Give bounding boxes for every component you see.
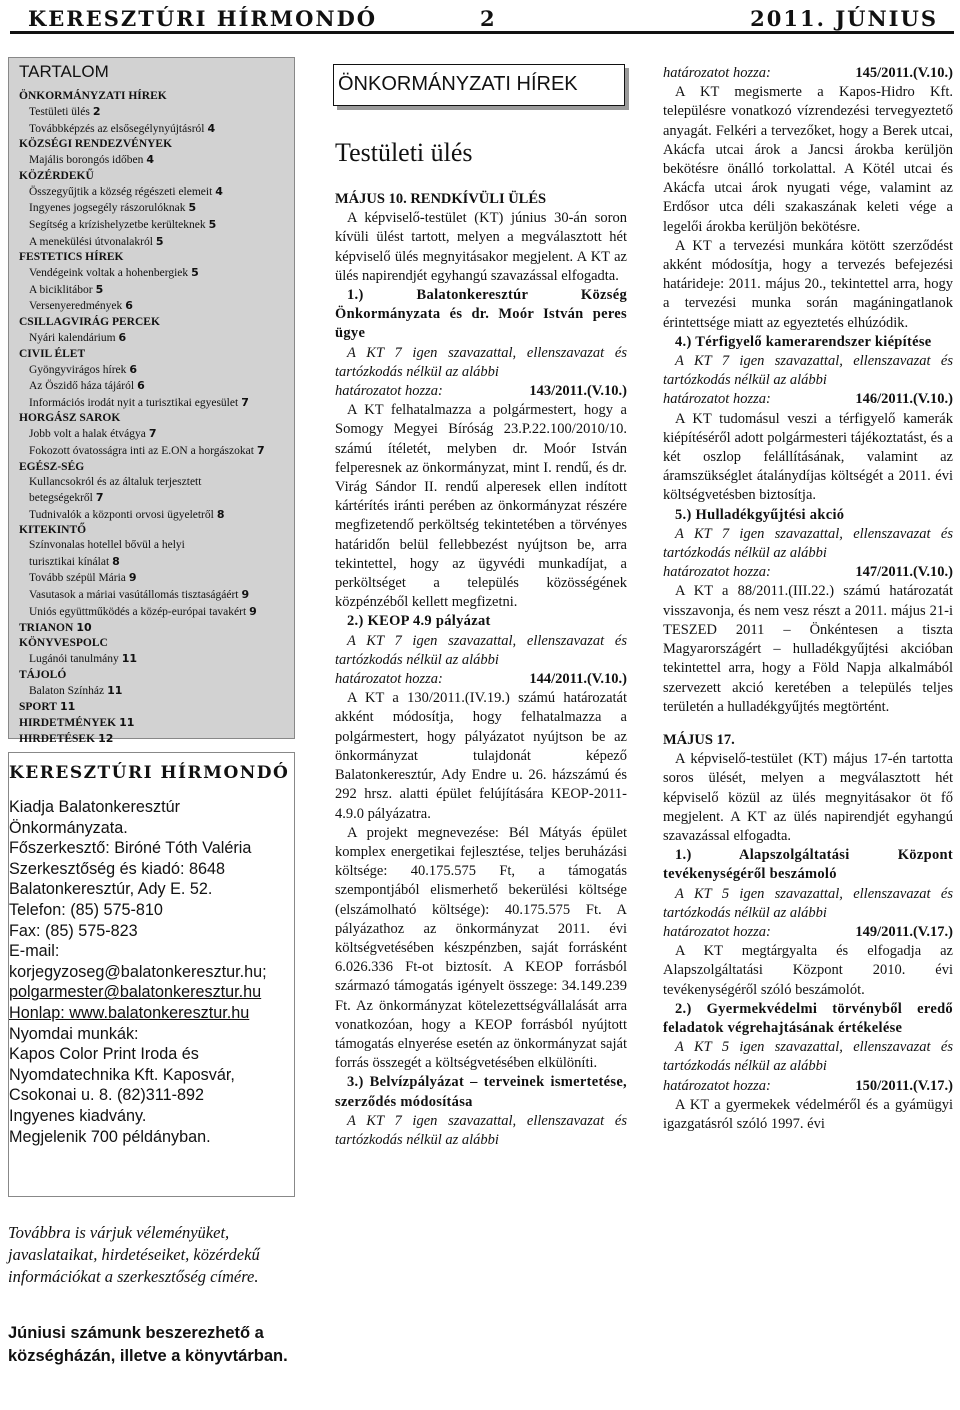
vote-statement: A KT 5 igen szavazattal, ellenszavazat és tartózkodás nélkül az alábbi	[663, 1039, 953, 1075]
vote-statement: A KT 7 igen szavazattal, ellenszavazat és tartózkodás nélkül az alábbi	[663, 353, 953, 389]
vote-statement: A KT 7 igen szavazattal, ellenszavazat és tartózkodás nélkül az alábbi	[663, 525, 953, 562]
toc-page-number: 5	[191, 266, 199, 280]
toc-entry-text: Tudnivalók a központi orvosi ügyeletről	[29, 508, 214, 521]
article-title: Testületi ülés	[335, 138, 473, 167]
toc-entry-text: KÖZÉRDEKŰ	[19, 169, 94, 182]
toc-entry-text: Lugánói tanulmány	[29, 653, 119, 666]
toc-entry	[19, 587, 284, 604]
toc-entry-text: Testületi ülés	[29, 106, 90, 118]
toc-entry-text: turisztikai kínálat	[29, 555, 110, 568]
toc-page-number: 7	[95, 491, 104, 505]
toc-section-heading	[19, 460, 284, 475]
masthead-title: KERESZTÚRI HÍRMONDÓ	[28, 6, 378, 31]
toc-page-number: 12	[98, 732, 114, 746]
agenda-item-heading: 1.) Alapszolgáltatási Központ tevékenységéről beszámoló	[663, 847, 953, 883]
impressum-line: Kiadja Balatonkeresztúr	[9, 798, 180, 816]
agenda-item-heading: 4.) Térfigyelő kamerarendszer kiépítése	[675, 333, 932, 350]
resolution-label: határozatot hozza:	[335, 383, 443, 400]
resolution-number-line	[663, 1077, 953, 1096]
toc-entry-text: Vasutasok a máriai vasútállomás tisztaságáért	[29, 589, 239, 602]
toc-entry-text: HORGÁSZ SAROK	[19, 412, 121, 425]
editor-note: Továbbra is várjuk véleményüket, javaslataikat, hirdetéseiket, közérdekű információkat a szerkesztőség címére.	[8, 1223, 260, 1286]
vote-statement: A KT 7 igen szavazattal, ellenszavazat és tartózkodás nélkül az alábbi	[335, 344, 627, 380]
resolution-number-line	[335, 382, 627, 401]
toc-entry	[19, 683, 284, 700]
impressum-line: Nyomdai munkák:	[9, 1024, 139, 1043]
impressum-line: Főszerkesztő: Biróné Tóth Valéria	[9, 839, 252, 858]
resolution-label: határozatot hozza:	[663, 923, 771, 940]
impressum-line: Megjelenik 700 példányban.	[9, 1127, 211, 1146]
toc-page-number: 9	[249, 604, 257, 618]
toc-entry	[19, 490, 284, 507]
toc-page-number: 11	[121, 652, 138, 666]
toc-page-number: 5	[95, 282, 104, 296]
impressum-line: Kapos Color Print Iroda és	[9, 1045, 199, 1064]
toc-entry	[19, 282, 284, 299]
toc-entry-text: Balaton Színház	[29, 684, 105, 697]
toc-page-number: 6	[137, 379, 145, 393]
toc-entry-text: Kullancsokról és az általuk terjesztett	[29, 475, 202, 488]
toc-entry	[19, 152, 284, 169]
toc-entry	[19, 362, 284, 379]
toc-section-heading	[19, 731, 284, 747]
toc-entry-text: HIRDETÉSEK	[19, 733, 96, 746]
toc-entry-text: Segítség a krízishelyzetbe kerülteknek	[29, 218, 206, 231]
article-column-right	[663, 64, 953, 1134]
resolution-label: határozatot hozza:	[663, 564, 771, 581]
toc-entry-text: TÁJOLÓ	[19, 668, 67, 681]
toc-entry	[19, 217, 284, 234]
impressum-line: Honlap: www.balatonkeresztur.hu	[9, 1003, 250, 1022]
article-paragraph: A KT megismerte a Kapos-Hidro Kft. településre vonatkozó vízrendezési tervegyeztető anyagát. Felkéri a tervezőket, hogy a Berek utcai, Akácfa utcai árok a Jancsi árokba kerüljön bekötésre önálló torkolattal. A Kötél utcai és Akácfa utcai árok nyugati vége, valamint az Erdősor utca déli szakaszának keleti vége a legelői árokba kerüljön bekötésre.	[663, 84, 953, 235]
toc-page-number: 7	[148, 427, 157, 441]
toc-entry-text: EGÉSZ-SÉG	[19, 460, 85, 473]
toc-entry	[19, 200, 284, 217]
toc-section-heading	[19, 89, 284, 104]
toc-page-number: 10	[76, 621, 92, 635]
toc-page-number: 5	[188, 201, 197, 215]
toc-page-number: 6	[129, 362, 138, 376]
resolution-number: 145/2011.(V.10.)	[855, 65, 953, 81]
toc-entry	[19, 265, 284, 282]
toc-section-heading	[19, 250, 284, 265]
toc-page-number: 11	[107, 683, 123, 697]
impressum-title: KERESZTÚRI HÍRMONDÓ	[9, 763, 290, 783]
toc-entry	[19, 234, 284, 251]
toc-entry-text: HIRDETMÉNYEK	[19, 717, 117, 730]
article-paragraph: A KT a 88/2011.(III.22.) számú határozatát visszavonja, és nem vesz részt a 2011. május 21-i TESZED 2011 – Önkéntesen a tiszta Magyarországért – hulladékgyűjtési akcióban tekintettel arra, hogy a Föld Napja alkalmából szervezett akció keretében a település teljes területén a hulladékgyűjtés megtörtént.	[663, 583, 953, 715]
article-paragraph: A projekt megnevezése: Bél Mátyás épület komplex energetikai fejlesztése, teljes beruházási költsége: 40.175.575 Ft, a támogatás szempontjából elismerhető bekerülési költsége (elszámolható költsége): 40.175.575 Ft. A pályázathoz az önkormányzat 2011. évi költségvetésében készpénzben, saját forrásként 6.026.336 Ft-ot biztosít. A KEOP forrásból származó támogatás igényelt összege: 34.149.239 Ft. Az önkormányzat kötelezettségvállalását arra vonatkozóan, hogy a KEOP forrásból nyújtott támogatás elnyerése esetén az önkormányzat saját forrás összegét a költségvetésében elkülöníti.	[335, 824, 627, 1072]
toc-entry-text: TRIANON	[19, 622, 74, 635]
resolution-label: határozatot hozza:	[663, 1077, 771, 1094]
toc-entry-text: Versenyeredmények	[29, 300, 123, 313]
impressum-line: Csokonai u. 8. (82)311-892	[9, 1086, 204, 1105]
toc-page-number: 5	[208, 217, 217, 231]
toc-page-number: 5	[155, 234, 164, 248]
article-paragraph: A képviselő-testület (KT) június 30-án soron kívüli ülést tartott, melyen a megválasztott hét képviselő ülés megnyitásakor megjelent. A KT az ülés napirendjét egyhangú szavazással elfogadta.	[335, 210, 627, 284]
toc-page-number: 11	[59, 700, 76, 714]
toc-entry-text: CIVIL ÉLET	[19, 347, 86, 360]
agenda-item-heading: 2.) Gyermekvédelmi törvényből eredő feladatok végrehajtásának értékelése	[663, 1000, 953, 1036]
resolution-number: 143/2011.(V.10.)	[529, 383, 627, 400]
toc-entry-text: Összegyűjtik a község régészeti elemeit	[29, 185, 213, 198]
table-of-contents	[8, 57, 295, 746]
toc-entry-text: FESTETICS HÍREK	[19, 251, 124, 264]
toc-entry-text: KÖZSÉGI RENDEZVÉNYEK	[19, 138, 173, 151]
impressum-line: Nyomdatechnika Kft. Kaposvár,	[9, 1065, 235, 1084]
vote-statement: A KT 5 igen szavazattal, ellenszavazat és tartózkodás nélkül az alábbi	[663, 885, 953, 921]
toc-entry-text: CSILLAGVIRÁG PERCEK	[19, 315, 160, 328]
resolution-label: határozatot hozza:	[663, 65, 771, 81]
article-paragraph: A KT a 130/2011.(IV.19.) számú határozatát akként módosítja, hogy felhatalmazza a polgármestert, hogy pályázatot nyújtson be az önkormányzat tulajdonát képező Balatonkeresztúr, Ady Endre u. 26. házszámú és 292 hrsz. alatti épület felújítására KEOP-2011-4.9.0 pályázatra.	[335, 690, 627, 822]
session-heading: MÁJUS 10. RENDKÍVÜLI ÜLÉS	[335, 191, 547, 207]
article-paragraph: A KT a gyermekek védelméről és a gyámügyi igazgatásról szóló 1997. évi	[663, 1096, 953, 1132]
toc-page-number: 9	[128, 571, 137, 585]
resolution-number-line	[663, 563, 953, 582]
article-paragraph: A KT megtárgyalta és elfogadja az Alapszolgáltatási Központ 2010. évi tevékenységéről szóló beszámolót.	[663, 943, 953, 998]
vote-statement: A KT 7 igen szavazattal, ellenszavazat és tartózkodás nélkül az alábbi	[335, 1112, 627, 1148]
resolution-label: határozatot hozza:	[335, 671, 443, 688]
session-heading: MÁJUS 17.	[663, 731, 735, 748]
toc-section-heading	[19, 620, 284, 636]
resolution-number-line	[663, 64, 953, 83]
resolution-number: 147/2011.(V.10.)	[855, 564, 953, 581]
toc-entry	[19, 475, 284, 491]
toc-entry-text: Jobb volt a halak étvágya	[29, 428, 146, 441]
toc-entry-text: KÖNYVESPOLC	[19, 637, 108, 650]
issue-date: 2011. JÚNIUS	[750, 6, 938, 31]
impressum-box	[8, 752, 295, 1197]
toc-section-heading	[19, 699, 284, 715]
june-issue-note: Júniusi számunk beszerezhető a községházán, illetve a könyvtárban.	[8, 1324, 288, 1365]
agenda-item-heading: 1.) Balatonkeresztúr Község Önkormányzata és dr. Moór István peres ügye	[335, 287, 627, 342]
toc-entry-text: Fokozott óvatosságra inti az E.ON a horgászokat	[29, 444, 254, 457]
toc-page-number: 8	[112, 554, 120, 568]
toc-entry-text: Színvonalas hotellel bővül a helyi	[29, 539, 185, 552]
resolution-label: határozatot hozza:	[663, 391, 771, 408]
toc-entry-text: betegségekről	[29, 492, 93, 505]
toc-page-number: 4	[215, 184, 223, 198]
resolution-number: 149/2011.(V.17.)	[855, 923, 953, 940]
toc-entry-text: Információs irodát nyit a turisztikai egyesület	[29, 396, 239, 409]
toc-page-number: 4	[146, 153, 155, 167]
toc-section-heading	[19, 668, 284, 683]
resolution-number-line	[663, 923, 953, 942]
toc-entry-text: Vendégeink voltak a hohenbergiek	[29, 267, 189, 280]
impressum-lines	[9, 797, 294, 1147]
resolution-number: 146/2011.(V.10.)	[855, 391, 953, 408]
toc-section-heading	[19, 137, 284, 152]
toc-page-number: 11	[119, 716, 135, 730]
toc-entry	[19, 298, 284, 315]
toc-page-number: 7	[256, 443, 265, 457]
toc-entry	[19, 330, 284, 347]
toc-entry	[19, 570, 284, 587]
toc-entry	[19, 538, 284, 554]
toc-entry-text: KITEKINTŐ	[19, 524, 87, 537]
article-paragraph: A képviselő-testület (KT) május 17-én tartotta soros ülését, melyen a megválasztott hét képviselő közül az ülés megnyitásakor öt fő megjelent. A KT az ülés napirendjét egyhangú szavazással elfogadta.	[663, 751, 953, 844]
impressum-line: Telefon: (85) 575-810	[9, 900, 163, 919]
toc-entry	[19, 604, 284, 621]
toc-entry	[19, 104, 284, 121]
impressum-line: Ingyenes kiadvány.	[9, 1106, 147, 1125]
impressum-line: polgarmester@balatonkeresztur.hu	[9, 983, 262, 1002]
section-heading: ÖNKORMÁNYZATI HÍREK	[333, 64, 625, 106]
article-paragraph: A KT felhatalmazza a polgármestert, hogy a Somogy Megyei Bíróság 23.P.22.100/2010/10. számú ítéletét, melyben dr. Moór István felperesnek az önkormányzat, mint I. rendű, és dr. Virág Sándor II. rendű alperesek ellen indított kártérítés iránti perében az önkormányzat részére megfizetendő perköltség tekintetében a törvényes határidőn belül fellebbezést nyújtson be, arra tekintettel, hogy az ügyvédi munkadíjat, a perköltséget a település közösségének közpénzéből kellett megfizetni.	[335, 402, 627, 611]
toc-entry-text: SPORT	[19, 701, 57, 714]
toc-entry-text: Nyári kalendárium	[29, 331, 116, 344]
toc-entry	[19, 554, 284, 571]
impressum-line: Önkormányzata.	[9, 818, 128, 837]
toc-entry	[19, 443, 284, 460]
toc-entry-text: ÖNKORMÁNYZATI HÍREK	[19, 90, 167, 102]
toc-section-heading	[19, 347, 284, 362]
article-paragraph: A KT tudomásul veszi a térfigyelő kamerák kiépítéséről adott polgármesteri tájékoztatást, és a két oszlop felállításának, valamint az áramszükséglet átalánydíjas költségét a 2011. évi költségvetésben biztosítja.	[663, 410, 953, 504]
toc-entry-text: Az Öszidő háza tájáról	[29, 380, 135, 393]
resolution-number: 150/2011.(V.17.)	[855, 1077, 953, 1094]
article-paragraph: A KT a tervezési munkára kötött szerződést akként módosítja, hogy a tervezés befejezési határideje: 2011. május 20., tekintettel arra, hogy a tervezési munka során magáningatlanok érintettsége miatt az egyeztetés elhúzódik.	[663, 237, 953, 331]
toc-entry	[19, 651, 284, 668]
toc-entry-text: Gyöngyvirágos hírek	[29, 363, 127, 376]
agenda-item-heading: 2.) KEOP 4.9 pályázat	[347, 613, 491, 630]
toc-section-heading	[19, 715, 284, 731]
toc-page-number: 7	[241, 395, 249, 409]
toc-list	[19, 89, 284, 747]
resolution-number: 144/2011.(V.10.)	[529, 671, 627, 688]
spacer	[663, 717, 953, 731]
vote-statement: A KT 7 igen szavazattal, ellenszavazat és tartózkodás nélkül az alábbi	[335, 632, 627, 668]
toc-entry	[19, 121, 284, 138]
impressum-line: Fax: (85) 575-823	[9, 921, 138, 940]
toc-section-heading	[19, 169, 284, 184]
toc-entry-text: Majális borongós időben	[29, 154, 144, 167]
impressum-line: Szerkesztőség és kiadó: 8648	[9, 859, 225, 878]
toc-title: TARTALOM	[19, 62, 109, 81]
toc-entry	[19, 426, 284, 443]
toc-entry-text: A biciklitábor	[29, 283, 93, 296]
toc-entry	[19, 395, 284, 412]
toc-entry	[19, 184, 284, 201]
toc-entry-text: Ingyenes jogsegély rászorulóknak	[29, 202, 186, 215]
toc-page-number: 2	[92, 105, 101, 118]
agenda-item-heading: 3.) Belvízpályázat – terveinek ismertetése, szerződés módosítása	[335, 1074, 627, 1110]
toc-page-number: 8	[216, 507, 225, 521]
resolution-number-line	[335, 670, 627, 689]
toc-entry	[19, 378, 284, 395]
toc-entry-text: Tovább szépül Mária	[29, 572, 126, 585]
impressum-line: Balatonkeresztúr, Ady E. 52.	[9, 880, 213, 899]
toc-page-number: 6	[125, 299, 133, 313]
agenda-item-heading: 5.) Hulladékgyűjtési akció	[675, 506, 845, 523]
toc-entry-text: A menekülési útvonalakról	[29, 235, 153, 248]
toc-page-number: 9	[241, 588, 250, 602]
masthead	[10, 4, 954, 34]
toc-page-number: 6	[118, 330, 127, 344]
toc-section-heading	[19, 411, 284, 426]
toc-entry-text: Uniós együttműködés a közép-európai tavakért	[29, 605, 247, 618]
toc-entry	[19, 507, 284, 524]
impressum-line: E-mail:	[9, 942, 60, 961]
page-number: 2	[480, 6, 497, 31]
toc-section-heading	[19, 315, 284, 330]
toc-entry-text: Továbbképzés az elsősegélynyújtásról	[29, 122, 205, 135]
impressum-line: korjegyzoseg@balatonkeresztur.hu;	[9, 962, 267, 981]
resolution-number-line	[663, 390, 953, 409]
toc-section-heading	[19, 523, 284, 538]
toc-section-heading	[19, 636, 284, 651]
toc-page-number: 4	[207, 121, 216, 135]
article-column-middle	[335, 190, 627, 1150]
